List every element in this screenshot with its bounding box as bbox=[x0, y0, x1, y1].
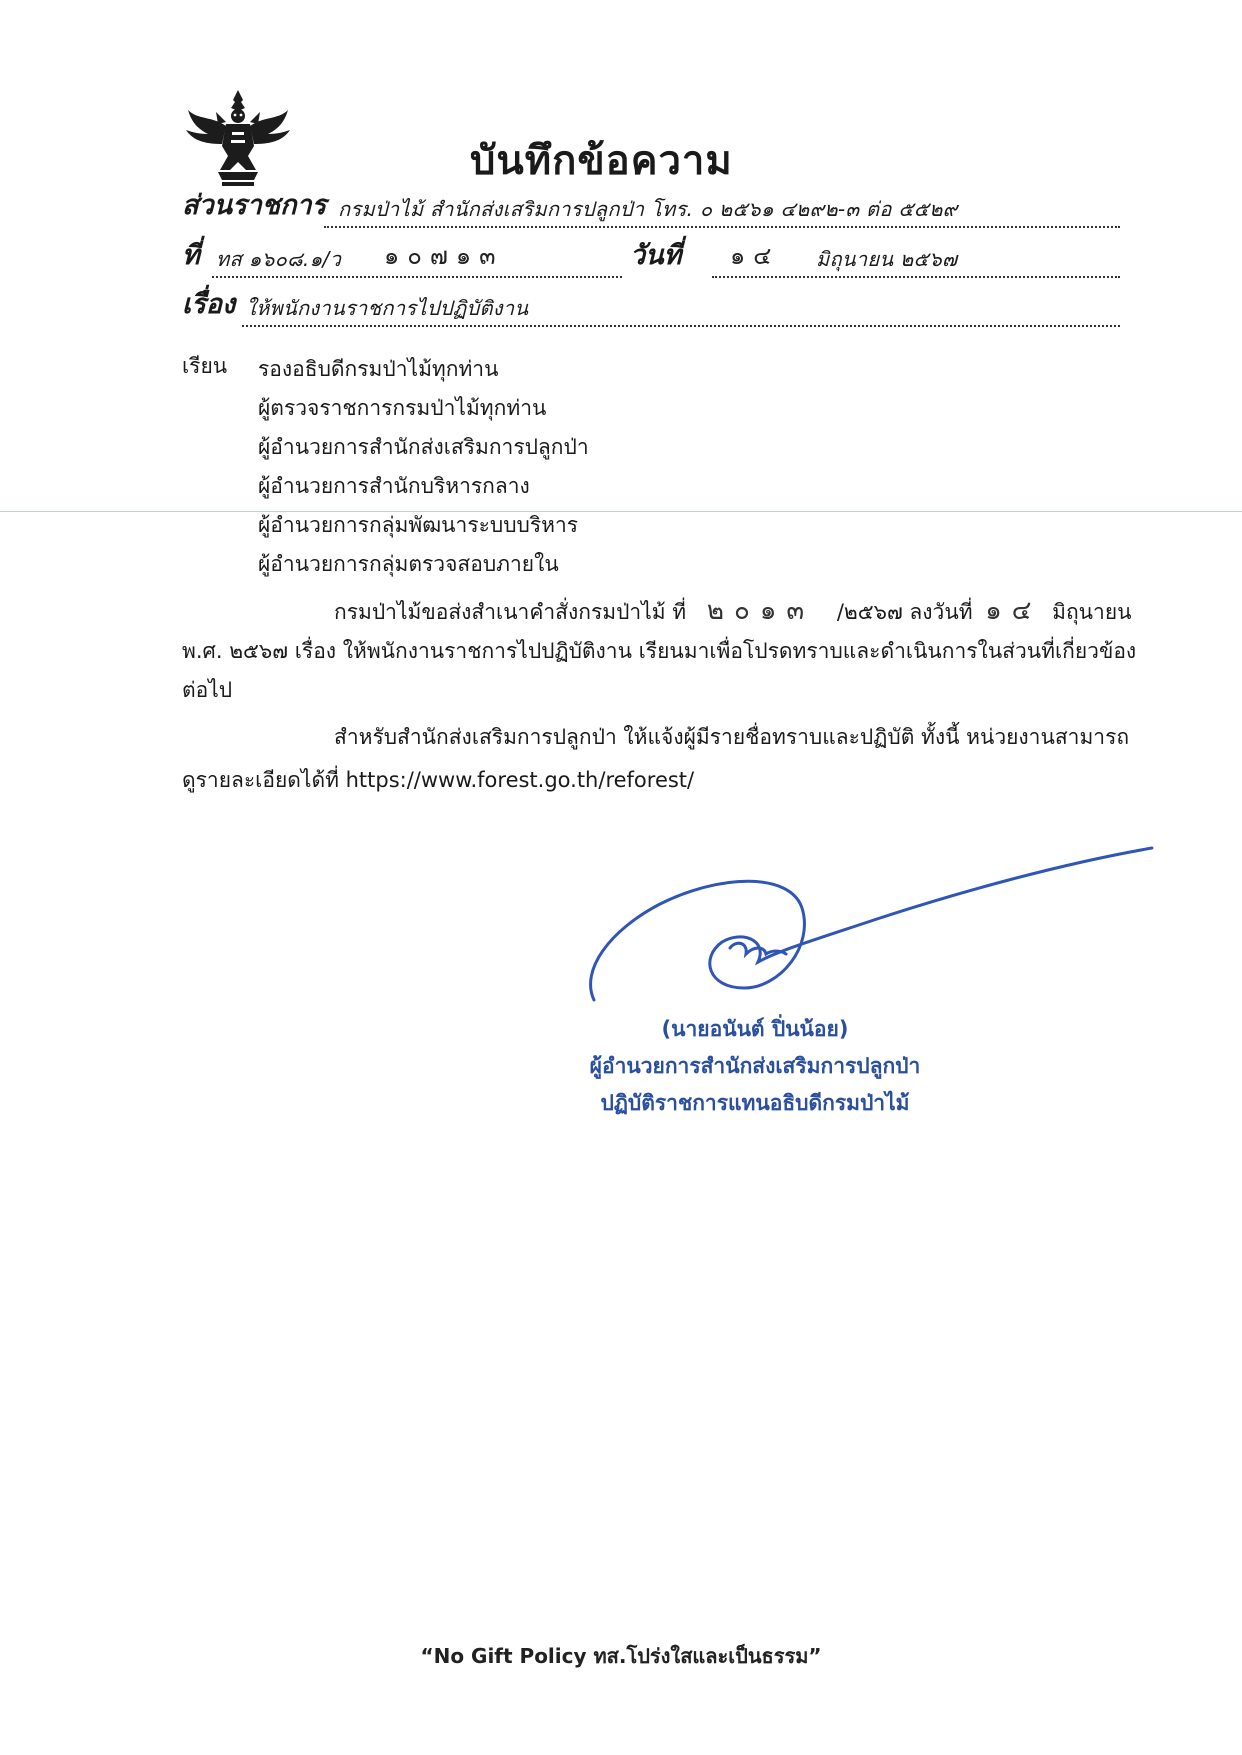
p1-text-a: กรมป่าไม้ขอส่งสำเนาคำสั่งกรมป่าไม้ ที่ bbox=[334, 600, 687, 624]
date-month-year: มิถุนายน ๒๕๖๗ bbox=[816, 247, 958, 271]
subject-value: ให้พนักงานราชการไปปฏิบัติงาน bbox=[246, 296, 529, 320]
ref-prefix: ทส ๑๖๐๘.๑/ว bbox=[216, 247, 342, 271]
handwritten-signature bbox=[580, 830, 1170, 1010]
paragraph-2-line-1: สำหรับสำนักส่งเสริมการปลูกป่า ให้แจ้งผู้มีรายชื่อทราบและปฏิบัติ ทั้งนี้ หน่วยงานสามารถ bbox=[334, 725, 1130, 749]
scan-artifact-line bbox=[0, 511, 1242, 512]
signature-block bbox=[560, 1011, 950, 1122]
agency-dotted-line bbox=[324, 226, 1120, 228]
p1-text-c: มิถุนายน bbox=[1052, 600, 1132, 624]
date-day: ๑๔ bbox=[730, 242, 780, 270]
date-label: วันที่ bbox=[630, 240, 682, 271]
subject-row bbox=[182, 289, 1120, 329]
paragraph-1-line-3: ต่อไป bbox=[182, 678, 233, 702]
paragraph-2-line-2: ดูรายละเอียดได้ที่ https://www.forest.go.th/reforest/ bbox=[182, 768, 695, 792]
recipient-item: รองอธิบดีกรมป่าไม้ทุกท่าน bbox=[258, 357, 499, 381]
garuda-emblem-icon bbox=[182, 86, 294, 190]
signer-acting: ปฏิบัติราชการแทนอธิบดีกรมป่าไม้ bbox=[600, 1091, 910, 1115]
agency-row bbox=[182, 190, 1120, 230]
order-day: ๑๔ bbox=[985, 596, 1042, 626]
recipient-item: ผู้อำนวยการสำนักส่งเสริมการปลูกป่า bbox=[258, 435, 589, 459]
signer-name: (นายอนันต์ ปิ่นน้อย) bbox=[661, 1017, 849, 1041]
recipient-item: ผู้อำนวยการกลุ่มตรวจสอบภายใน bbox=[258, 552, 559, 576]
subject-dotted-line bbox=[242, 325, 1120, 327]
paragraph-1-line-1 bbox=[334, 590, 1131, 631]
recipient-item: ผู้อำนวยการสำนักบริหารกลาง bbox=[258, 474, 530, 498]
ref-label: ที่ bbox=[182, 240, 200, 271]
ref-date-row bbox=[182, 240, 1120, 280]
no-gift-policy: “No Gift Policy ทส.โปร่งใสและเป็นธรรม” bbox=[420, 1644, 822, 1668]
signer-position: ผู้อำนวยการสำนักส่งเสริมการปลูกป่า bbox=[589, 1054, 921, 1078]
recipients-list bbox=[258, 350, 589, 584]
order-number: ๒๐๑๓ bbox=[706, 596, 815, 626]
agency-label: ส่วนราชการ bbox=[182, 190, 327, 221]
p1-text-b: /๒๕๖๗ ลงวันที่ bbox=[836, 600, 973, 624]
recipients-label: เรียน bbox=[182, 354, 228, 378]
ref-dotted-line bbox=[212, 276, 622, 278]
ref-number: ๑๐๗๑๓ bbox=[384, 242, 504, 270]
recipient-item: ผู้ตรวจราชการกรมป่าไม้ทุกท่าน bbox=[258, 396, 547, 420]
page-title: บันทึกข้อความ bbox=[470, 138, 733, 184]
agency-value: กรมป่าไม้ สำนักส่งเสริมการปลูกป่า โทร. ๐ ๒๕๖๑ ๔๒๙๒-๓ ต่อ ๕๕๒๙ bbox=[338, 197, 958, 221]
subject-label: เรื่อง bbox=[182, 289, 236, 320]
recipient-item: ผู้อำนวยการกลุ่มพัฒนาระบบบริหาร bbox=[258, 513, 579, 537]
paragraph-1-line-2: พ.ศ. ๒๕๖๗ เรื่อง ให้พนักงานราชการไปปฏิบัติงาน เรียนมาเพื่อโปรดทราบและดำเนินการในส่วนที่เกี่ยวข้อง bbox=[182, 639, 1137, 663]
date-dotted-line bbox=[712, 276, 1120, 278]
